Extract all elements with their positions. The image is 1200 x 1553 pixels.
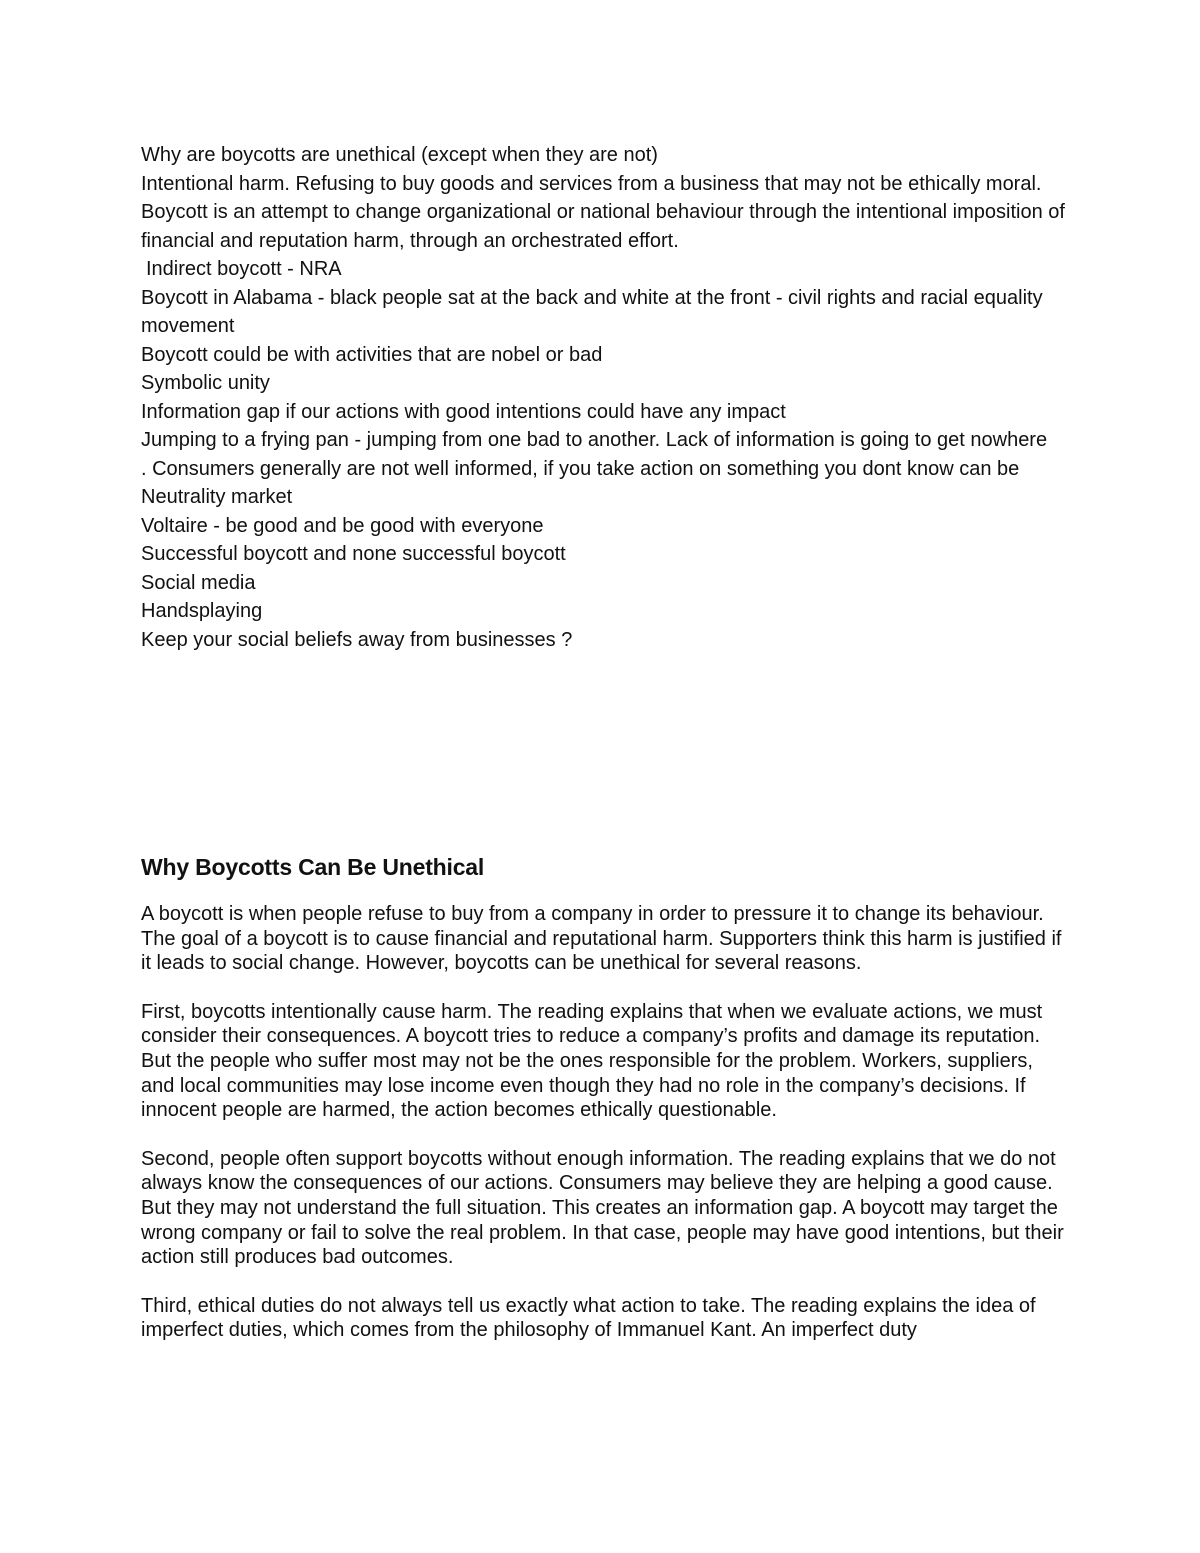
notes-line-alabama: Boycott in Alabama - black people sat at the back and white at the front - civil rights and racial equality movement — [141, 286, 1043, 337]
essay-paragraph-first: First, boycotts intentionally cause harm. The reading explains that when we evaluate actions, we must consider their consequences. A boycott tries to reduce a company’s profits and damage its reputation. But the people who suffer most may not be the ones responsible for the problem. Workers, suppliers, and local communities may lose income even though they had no role in the company’s decisions. If innocent people are harmed, the action becomes ethically questionable. — [141, 1000, 1043, 1122]
notes-line-information-gap: Information gap if our actions with good intentions could have any impact — [141, 400, 786, 423]
essay-paragraph-second: Second, people often support boycotts without enough information. The reading explains that we do not always know the consequences of our actions. Consumers may believe they are helping a good cause. But they may not understand the full situation. This creates an information gap. A boycott may target the wrong company or fail to solve the real problem. In that case, people may have good intentions, but their action still produces bad outcomes. — [141, 1147, 1064, 1269]
notes-line-frying-pan: Jumping to a frying pan - jumping from one bad to another. Lack of information is going to get nowhere — [141, 429, 1048, 451]
notes-line-neutrality: Neutrality market — [141, 486, 293, 508]
notes-line-symbolic-unity: Symbolic unity — [141, 372, 270, 394]
notes-line-indirect-boycott: Indirect boycott - NRA — [146, 258, 342, 280]
essay-title: Why Boycotts Can Be Unethical — [141, 854, 485, 880]
essay-paragraph-intro: A boycott is when people refuse to buy from a company in order to pressure it to change its behaviour. The goal of a boycott is to cause financial and reputational harm. Supporters think this harm is justified if it leads to social change. However, boycotts can be unethical for several reasons. — [141, 903, 1062, 975]
notes-line-handsplaying: Handsplaying — [141, 600, 263, 622]
notes-line-consumers: . Consumers generally are not well informed, if you take action on something you dont know can be — [141, 457, 1020, 480]
lecture-notes — [141, 141, 1071, 654]
notes-line-intentional-harm: Intentional harm. Refusing to buy goods and services from a business that may not be ethically moral. Boycott is an attempt to change organizational or national behaviour through the intentional imposition of financial and reputation harm, through an orchestrated effort. — [141, 172, 1065, 252]
essay-paragraph-third: Third, ethical duties do not always tell us exactly what action to take. The reading explains the idea of imperfect duties, which comes from the philosophy of Immanuel Kant. An imperfect duty — [141, 1294, 1036, 1342]
notes-line-title: Why are boycotts are unethical (except when they are not) — [141, 144, 658, 166]
notes-line-nobel-or-bad: Boycott could be with activities that are nobel or bad — [141, 343, 603, 366]
notes-line-voltaire: Voltaire - be good and be good with everyone — [141, 514, 544, 537]
notes-line-social-beliefs: Keep your social beliefs away from businesses ? — [141, 628, 573, 651]
essay-section — [141, 850, 1071, 1367]
notes-line-social-media: Social media — [141, 571, 256, 594]
notes-line-successful: Successful boycott and none successful boycott — [141, 543, 566, 565]
